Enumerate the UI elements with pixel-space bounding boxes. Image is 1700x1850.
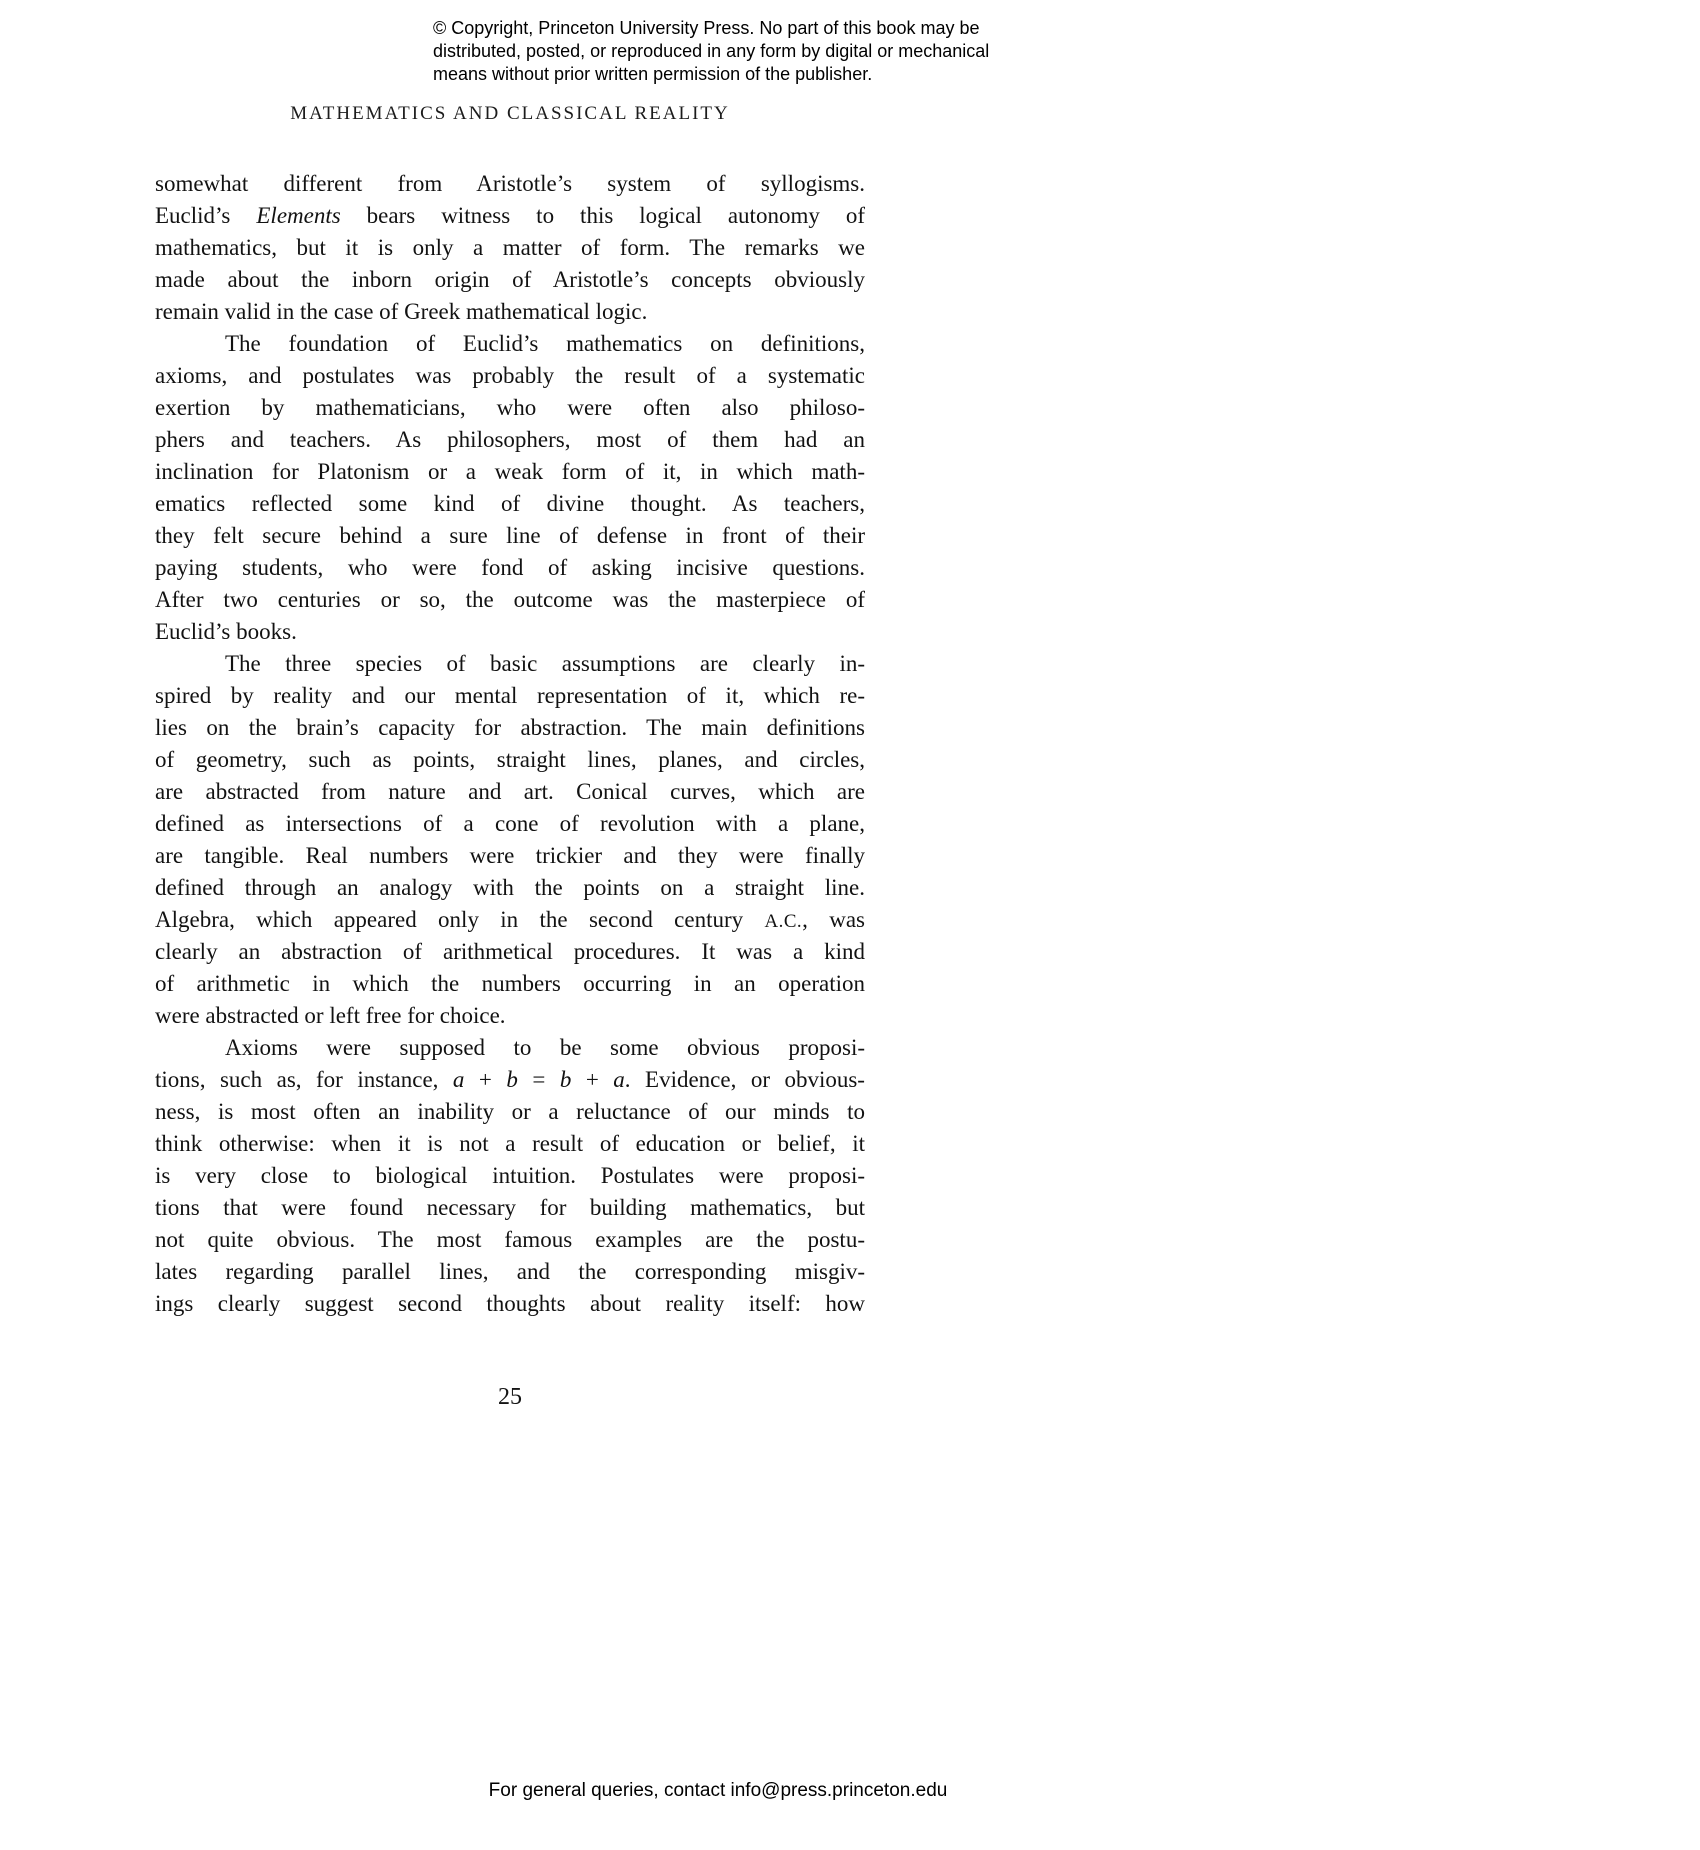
- text-line: are abstracted from nature and art. Conical curves, which are: [155, 779, 865, 804]
- text-line: exertion by mathematicians, who were often also philoso-: [155, 395, 865, 420]
- page-number: 25: [498, 1384, 522, 1410]
- text-line: Algebra, which appeared only in the second century A.C., was: [155, 907, 865, 932]
- paragraph: [155, 1032, 865, 1320]
- text-line: clearly an abstraction of arithmetical procedures. It was a kind: [155, 939, 865, 964]
- text-line: axioms, and postulates was probably the result of a systematic: [155, 363, 865, 388]
- text-line: think otherwise: when it is not a result of education or belief, it: [155, 1131, 865, 1156]
- text-line: were abstracted or left free for choice.: [155, 1003, 506, 1028]
- text-line: of arithmetic in which the numbers occurring in an operation: [155, 971, 865, 996]
- text-line: paying students, who were fond of asking incisive questions.: [155, 555, 865, 580]
- text-line: phers and teachers. As philosophers, most of them had an: [155, 427, 865, 452]
- text-line: Euclid’s Elements bears witness to this logical autonomy of: [155, 203, 865, 228]
- text-line: lates regarding parallel lines, and the corresponding misgiv-: [155, 1259, 865, 1284]
- text-line: ness, is most often an inability or a reluctance of our minds to: [155, 1099, 865, 1124]
- text-line: defined through an analogy with the points on a straight line.: [155, 875, 865, 900]
- text-line: made about the inborn origin of Aristotle’s concepts obviously: [155, 267, 865, 292]
- text-line: of geometry, such as points, straight lines, planes, and circles,: [155, 747, 865, 772]
- copyright-line: © Copyright, Princeton University Press. No part of this book may be: [433, 18, 980, 38]
- text-line: they felt secure behind a sure line of defense in front of their: [155, 523, 865, 548]
- text-line: is very close to biological intuition. Postulates were proposi-: [155, 1163, 865, 1188]
- paragraph: [155, 168, 865, 328]
- copyright-notice: [433, 17, 1033, 86]
- text-line: tions, such as, for instance, a + b = b + a. Evidence, or obvious-: [155, 1067, 865, 1092]
- text-line: remain valid in the case of Greek mathematical logic.: [155, 299, 648, 324]
- body-text: [155, 168, 865, 1320]
- text-line: ings clearly suggest second thoughts about reality itself: how: [155, 1291, 865, 1316]
- text-line: Euclid’s books.: [155, 619, 297, 644]
- text-line: After two centuries or so, the outcome was the masterpiece of: [155, 587, 865, 612]
- copyright-line: means without prior written permission of the publisher.: [433, 64, 873, 84]
- text-line: spired by reality and our mental representation of it, which re-: [155, 683, 865, 708]
- text-line: defined as intersections of a cone of revolution with a plane,: [155, 811, 865, 836]
- text-line: Axioms were supposed to be some obvious proposi-: [225, 1035, 865, 1060]
- text-line: ematics reflected some kind of divine thought. As teachers,: [155, 491, 865, 516]
- text-line: mathematics, but it is only a matter of form. The remarks we: [155, 235, 865, 260]
- text-line: The three species of basic assumptions are clearly in-: [225, 651, 865, 676]
- text-line: The foundation of Euclid’s mathematics on definitions,: [225, 331, 865, 356]
- text-line: tions that were found necessary for building mathematics, but: [155, 1195, 865, 1220]
- running-header: MATHEMATICS AND CLASSICAL REALITY: [290, 103, 730, 124]
- paragraph: [155, 648, 865, 1032]
- text-line: are tangible. Real numbers were trickier and they were finally: [155, 843, 865, 868]
- footer-contact: For general queries, contact info@press.princeton.edu: [488, 1780, 948, 1801]
- copyright-line: distributed, posted, or reproduced in any form by digital or mechanical: [433, 41, 990, 61]
- text-line: lies on the brain’s capacity for abstraction. The main definitions: [155, 715, 865, 740]
- text-line: somewhat different from Aristotle’s system of syllogisms.: [155, 171, 865, 196]
- text-line: inclination for Platonism or a weak form of it, in which math-: [155, 459, 865, 484]
- paragraph: [155, 328, 865, 648]
- text-line: not quite obvious. The most famous examples are the postu-: [155, 1227, 865, 1252]
